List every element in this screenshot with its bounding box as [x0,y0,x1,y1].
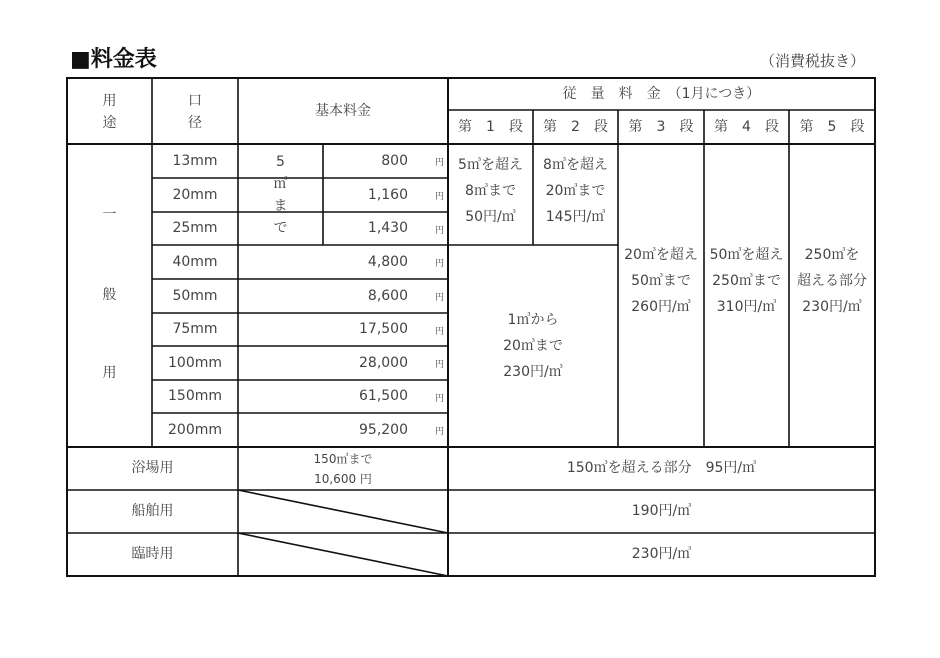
stage-text: 20㎥を超え [624,247,698,263]
stage1-small-meter [448,152,533,232]
stage-text: 1㎥から [507,312,559,328]
stage-text: 230円/㎥ [503,364,563,380]
header-use-char: 途 [102,115,117,131]
header-base-fee: 基本料金 [315,102,371,119]
diameter-cell: 20mm [172,186,218,203]
stage-text: 20㎥まで [545,183,606,199]
up-to-5m3-char: ㎥ [273,175,288,192]
up-to-5m3-char: 5 [276,153,285,170]
header-use [67,80,152,144]
up-to-5m3-char: ま [273,197,288,214]
stage-text: 50㎥を超え [709,247,784,263]
header-stage-3: 第 3 段 [628,118,694,135]
stage5-rate [789,242,875,322]
bath-volume-fee: 150㎥を超える部分 95円/㎥ [566,460,757,476]
base-fee-cell: 8,600 [367,287,408,304]
header-stage-4: 第 4 段 [714,118,779,135]
stage-text: 8㎥まで [465,183,516,199]
diameter-cell: 40mm [172,253,218,270]
stage3-rate [618,242,704,322]
stage-text: 230円/㎥ [802,299,862,315]
yen-unit: 円 [435,158,445,168]
base-fee-cell: 1,430 [367,220,408,236]
diameter-cell: 75mm [172,321,218,337]
stage-text: 20㎥まで [503,338,563,354]
base-fee-cell: 800 [381,152,408,169]
header-diameter-char: 径 [188,115,202,131]
stage-text: 145円/㎥ [545,209,606,225]
stage-text: 250㎥まで [712,273,781,289]
yen-unit: 円 [435,259,445,269]
header-stage-2: 第 2 段 [543,118,608,135]
diameter-cell: 13mm [172,152,218,169]
header-volume-fee: 従 量 料 金 （1月につき） [562,85,761,102]
up-to-5m3-char: で [273,219,288,236]
bath-label: 浴場用 [131,460,174,476]
stage12-large-meter [448,245,618,447]
tax-note: （消費税抜き） [760,52,866,70]
header-diameter [152,80,238,144]
temp-volume-fee: 230円/㎥ [631,546,692,562]
header-stage-1: 第 1 段 [458,118,523,135]
bath-base-text: 10,600 円 [314,471,372,486]
diameter-cell: 25mm [172,220,218,236]
base-fee-cell: 1,160 [367,186,408,203]
yen-unit: 円 [435,394,445,404]
temp-label: 臨時用 [131,546,174,562]
base-fee-cell: 4,800 [367,253,408,270]
bath-base-fee [238,447,448,490]
general-label-char: 一 [102,206,117,223]
header-use-char: 用 [102,93,117,109]
header-stage-5: 第 5 段 [799,118,865,135]
up-to-5m3 [238,144,323,245]
stage-text: 50㎥まで [631,273,691,289]
stage-text: 8㎥を超え [543,157,608,173]
general-label-char: 般 [102,286,117,303]
yen-unit: 円 [435,427,445,437]
stage-text: 250㎥を [804,247,860,263]
ship-volume-fee: 190円/㎥ [631,503,692,519]
yen-unit: 円 [435,226,445,236]
diameter-cell: 50mm [172,287,218,304]
stage-text: 310円/㎥ [716,299,777,315]
yen-unit: 円 [435,360,445,370]
ship-label: 船舶用 [131,503,174,519]
diameter-cell: 150mm [168,388,222,404]
stage2-small-meter [533,152,618,232]
base-fee-cell: 95,200 [359,421,408,438]
stage-text: 5㎥を超え [458,157,523,173]
diameter-cell: 100mm [168,354,222,371]
header-diameter-char: 口 [188,93,202,109]
yen-unit: 円 [435,327,445,337]
base-fee-cell: 28,000 [359,354,408,371]
bath-base-text: 150㎥まで [313,451,373,466]
yen-unit: 円 [435,192,445,202]
stage-text: 260円/㎥ [631,299,691,315]
stage-text: 50円/㎥ [465,209,516,225]
diameter-cell: 200mm [168,421,222,438]
page-title: ■料金表 [70,47,157,72]
base-fee-cell: 61,500 [359,388,408,404]
general-label-char: 用 [102,364,117,381]
stage4-rate [704,242,789,322]
yen-unit: 円 [435,293,445,303]
stage-text: 超える部分 [797,273,867,289]
base-fee-cell: 17,500 [359,321,408,337]
